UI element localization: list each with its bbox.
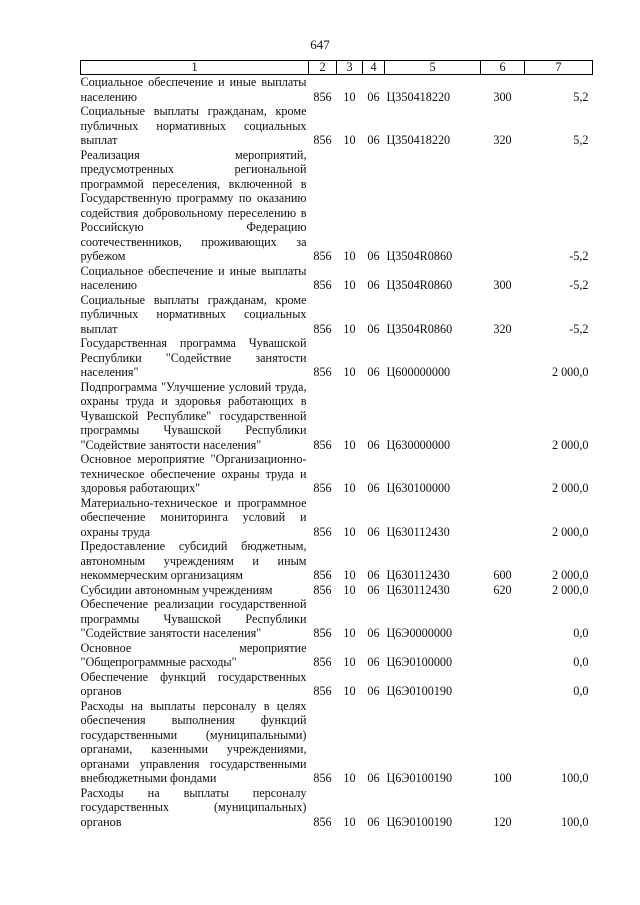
row-ministry: 856 bbox=[313, 278, 332, 292]
row-ministry: 856 bbox=[313, 365, 332, 379]
row-name: Основное мероприятие "Организационно-техническое обеспечение охраны труда и здоровья работающих" bbox=[80, 452, 307, 495]
row-amount: 2 000,0 bbox=[551, 524, 589, 539]
row-ministry: 856 bbox=[313, 582, 332, 597]
row-section: 10 bbox=[343, 89, 356, 104]
row-name: Расходы на выплаты персоналу в целях обеспечения выполнения функций государственными (муниципальными) органами, казенными учреждениями, органами управления государственными внебюджетными фондами bbox=[80, 698, 307, 785]
row-name: Расходы на выплаты персоналу государственных (муниципальных) органов bbox=[80, 785, 307, 829]
row-ministry: 856 bbox=[313, 655, 332, 669]
table-row bbox=[81, 699, 593, 786]
row-name: Обеспечение реализации государственной программы Чувашской Республики "Содействие занятости населения" bbox=[80, 597, 307, 640]
row-expense-type bbox=[481, 496, 525, 540]
row-ministry: 856 bbox=[313, 568, 332, 582]
table-row bbox=[81, 597, 593, 641]
row-section: 10 bbox=[343, 365, 356, 379]
row-ministry: 856 bbox=[313, 481, 332, 495]
row-amount: 5,2 bbox=[573, 133, 589, 147]
row-section: 10 bbox=[343, 771, 356, 785]
row-name: Социальные выплаты гражданам, кроме публичных нормативных социальных выплат bbox=[80, 104, 307, 147]
row-target-article: Ц630000000 bbox=[386, 437, 451, 452]
row-section: 10 bbox=[343, 655, 356, 669]
row-subsection: 06 bbox=[367, 684, 380, 698]
row-section: 10 bbox=[343, 684, 356, 698]
table-row bbox=[81, 641, 593, 670]
row-section: 10 bbox=[343, 582, 356, 597]
row-section: 10 bbox=[343, 524, 356, 539]
row-name: Субсидии автономным учреждениям bbox=[80, 582, 273, 597]
row-target-article: Ц3504R0860 bbox=[386, 249, 453, 263]
header-col-6: 6 bbox=[481, 61, 525, 75]
row-expense-type bbox=[481, 380, 525, 453]
row-target-article: Ц6Э0100000 bbox=[386, 655, 453, 669]
row-ministry: 856 bbox=[313, 524, 332, 539]
row-expense-type bbox=[481, 452, 525, 496]
row-subsection: 06 bbox=[367, 278, 380, 292]
row-name: Предоставление субсидий бюджетным, автономным учреждениям и иным некоммерческим организациям bbox=[80, 539, 307, 582]
row-target-article: Ц6Э0100190 bbox=[386, 814, 453, 829]
table-row bbox=[81, 539, 593, 583]
row-subsection: 06 bbox=[367, 437, 380, 452]
row-expense-type bbox=[481, 597, 525, 641]
row-subsection: 06 bbox=[367, 626, 380, 640]
table-row bbox=[81, 583, 593, 598]
row-name: Материально-техническое и программное обеспечение мониторинга условий и охраны труда bbox=[80, 495, 307, 539]
row-section: 10 bbox=[343, 249, 356, 263]
row-subsection: 06 bbox=[367, 568, 380, 582]
page-number: 647 bbox=[310, 37, 330, 52]
row-ministry: 856 bbox=[313, 437, 332, 452]
row-ministry: 856 bbox=[313, 249, 332, 263]
row-subsection: 06 bbox=[367, 771, 380, 785]
row-target-article: Ц6Э0100190 bbox=[386, 771, 453, 785]
row-section: 10 bbox=[343, 321, 356, 336]
row-target-article: Ц3504R0860 bbox=[386, 321, 453, 336]
table-header bbox=[81, 61, 593, 75]
row-section: 10 bbox=[343, 133, 356, 147]
row-target-article: Ц630112430 bbox=[386, 582, 450, 597]
row-ministry: 856 bbox=[313, 771, 332, 785]
row-target-article: Ц600000000 bbox=[386, 365, 451, 379]
table-body bbox=[81, 75, 593, 830]
header-col-5: 5 bbox=[385, 61, 481, 75]
row-expense-type bbox=[481, 336, 525, 380]
row-expense-type: 100 bbox=[493, 771, 512, 785]
table-row bbox=[81, 293, 593, 337]
row-amount: -5,2 bbox=[569, 249, 589, 263]
row-expense-type: 300 bbox=[493, 278, 512, 292]
row-ministry: 856 bbox=[313, 89, 332, 104]
header-col-4: 4 bbox=[363, 61, 385, 75]
row-expense-type: 620 bbox=[493, 582, 512, 597]
row-expense-type bbox=[481, 148, 525, 264]
row-target-article: Ц630100000 bbox=[386, 481, 451, 495]
row-subsection: 06 bbox=[367, 814, 380, 829]
header-col-3: 3 bbox=[337, 61, 363, 75]
row-ministry: 856 bbox=[313, 321, 332, 336]
table-row bbox=[81, 452, 593, 496]
table-row bbox=[81, 786, 593, 830]
table-row bbox=[81, 148, 593, 264]
row-amount: 2 000,0 bbox=[551, 481, 589, 495]
row-amount: 0,0 bbox=[573, 655, 589, 669]
row-amount: 5,2 bbox=[573, 89, 589, 104]
row-amount: 0,0 bbox=[573, 684, 589, 698]
row-subsection: 06 bbox=[367, 655, 380, 669]
row-amount: -5,2 bbox=[569, 321, 589, 336]
row-subsection: 06 bbox=[367, 249, 380, 263]
row-amount: 100,0 bbox=[561, 814, 589, 829]
row-target-article: Ц630112430 bbox=[386, 568, 450, 582]
row-expense-type: 320 bbox=[493, 133, 512, 147]
row-name: Основное мероприятие "Общепрограммные расходы" bbox=[80, 640, 307, 669]
budget-table bbox=[80, 60, 593, 829]
table-row bbox=[81, 670, 593, 699]
row-section: 10 bbox=[343, 481, 356, 495]
row-ministry: 856 bbox=[313, 814, 332, 829]
row-subsection: 06 bbox=[367, 321, 380, 336]
row-amount: 2 000,0 bbox=[551, 437, 589, 452]
row-expense-type: 320 bbox=[493, 321, 512, 336]
row-target-article: Ц630112430 bbox=[386, 524, 450, 539]
row-amount: -5,2 bbox=[569, 278, 589, 292]
row-subsection: 06 bbox=[367, 365, 380, 379]
row-subsection: 06 bbox=[367, 133, 380, 147]
table-row bbox=[81, 380, 593, 453]
row-name: Социальное обеспечение и иные выплаты населению bbox=[80, 263, 307, 292]
row-subsection: 06 bbox=[367, 582, 380, 597]
table-row bbox=[81, 496, 593, 540]
row-ministry: 856 bbox=[313, 133, 332, 147]
row-section: 10 bbox=[343, 626, 356, 640]
row-target-article: Ц6Э0000000 bbox=[386, 626, 453, 640]
row-amount: 2 000,0 bbox=[551, 582, 589, 597]
row-target-article: Ц350418220 bbox=[386, 89, 451, 104]
table-row bbox=[81, 336, 593, 380]
row-ministry: 856 bbox=[313, 626, 332, 640]
table-row bbox=[81, 264, 593, 293]
row-expense-type bbox=[481, 641, 525, 670]
header-col-7: 7 bbox=[525, 61, 593, 75]
row-expense-type bbox=[481, 670, 525, 699]
row-name: Подпрограмма "Улучшение условий труда, охраны труда и здоровья работающих в Чувашской Республике" государственной программы Чувашской Республики "Содействие занятости населения" bbox=[80, 379, 307, 452]
table-row bbox=[81, 75, 593, 105]
header-col-2: 2 bbox=[309, 61, 337, 75]
row-ministry: 856 bbox=[313, 684, 332, 698]
row-target-article: Ц350418220 bbox=[386, 133, 451, 147]
row-name: Обеспечение функций государственных органов bbox=[80, 669, 307, 698]
row-section: 10 bbox=[343, 568, 356, 582]
header-col-1: 1 bbox=[81, 61, 309, 75]
row-section: 10 bbox=[343, 437, 356, 452]
row-amount: 2 000,0 bbox=[551, 365, 589, 379]
row-expense-type: 120 bbox=[493, 814, 512, 829]
row-target-article: Ц6Э0100190 bbox=[386, 684, 453, 698]
row-name: Социальные выплаты гражданам, кроме публичных нормативных социальных выплат bbox=[80, 292, 307, 336]
row-expense-type: 300 bbox=[493, 89, 512, 104]
row-subsection: 06 bbox=[367, 89, 380, 104]
row-expense-type: 600 bbox=[493, 568, 512, 582]
row-name: Государственная программа Чувашской Республики "Содействие занятости населения" bbox=[80, 336, 307, 379]
table-row bbox=[81, 104, 593, 148]
row-name: Реализация мероприятий, предусмотренных региональной программой переселения, включенной в Государственную программу по оказанию содействия добровольному переселению в Российскую Федерацию соотечественников, проживающих за рубежом bbox=[80, 147, 307, 263]
row-name: Социальное обеспечение и иные выплаты населению bbox=[80, 75, 307, 104]
row-amount: 2 000,0 bbox=[551, 568, 589, 582]
row-target-article: Ц3504R0860 bbox=[386, 278, 453, 292]
row-section: 10 bbox=[343, 278, 356, 292]
row-amount: 0,0 bbox=[573, 626, 589, 640]
row-amount: 100,0 bbox=[561, 771, 589, 785]
row-subsection: 06 bbox=[367, 481, 380, 495]
row-section: 10 bbox=[343, 814, 356, 829]
row-subsection: 06 bbox=[367, 524, 380, 539]
